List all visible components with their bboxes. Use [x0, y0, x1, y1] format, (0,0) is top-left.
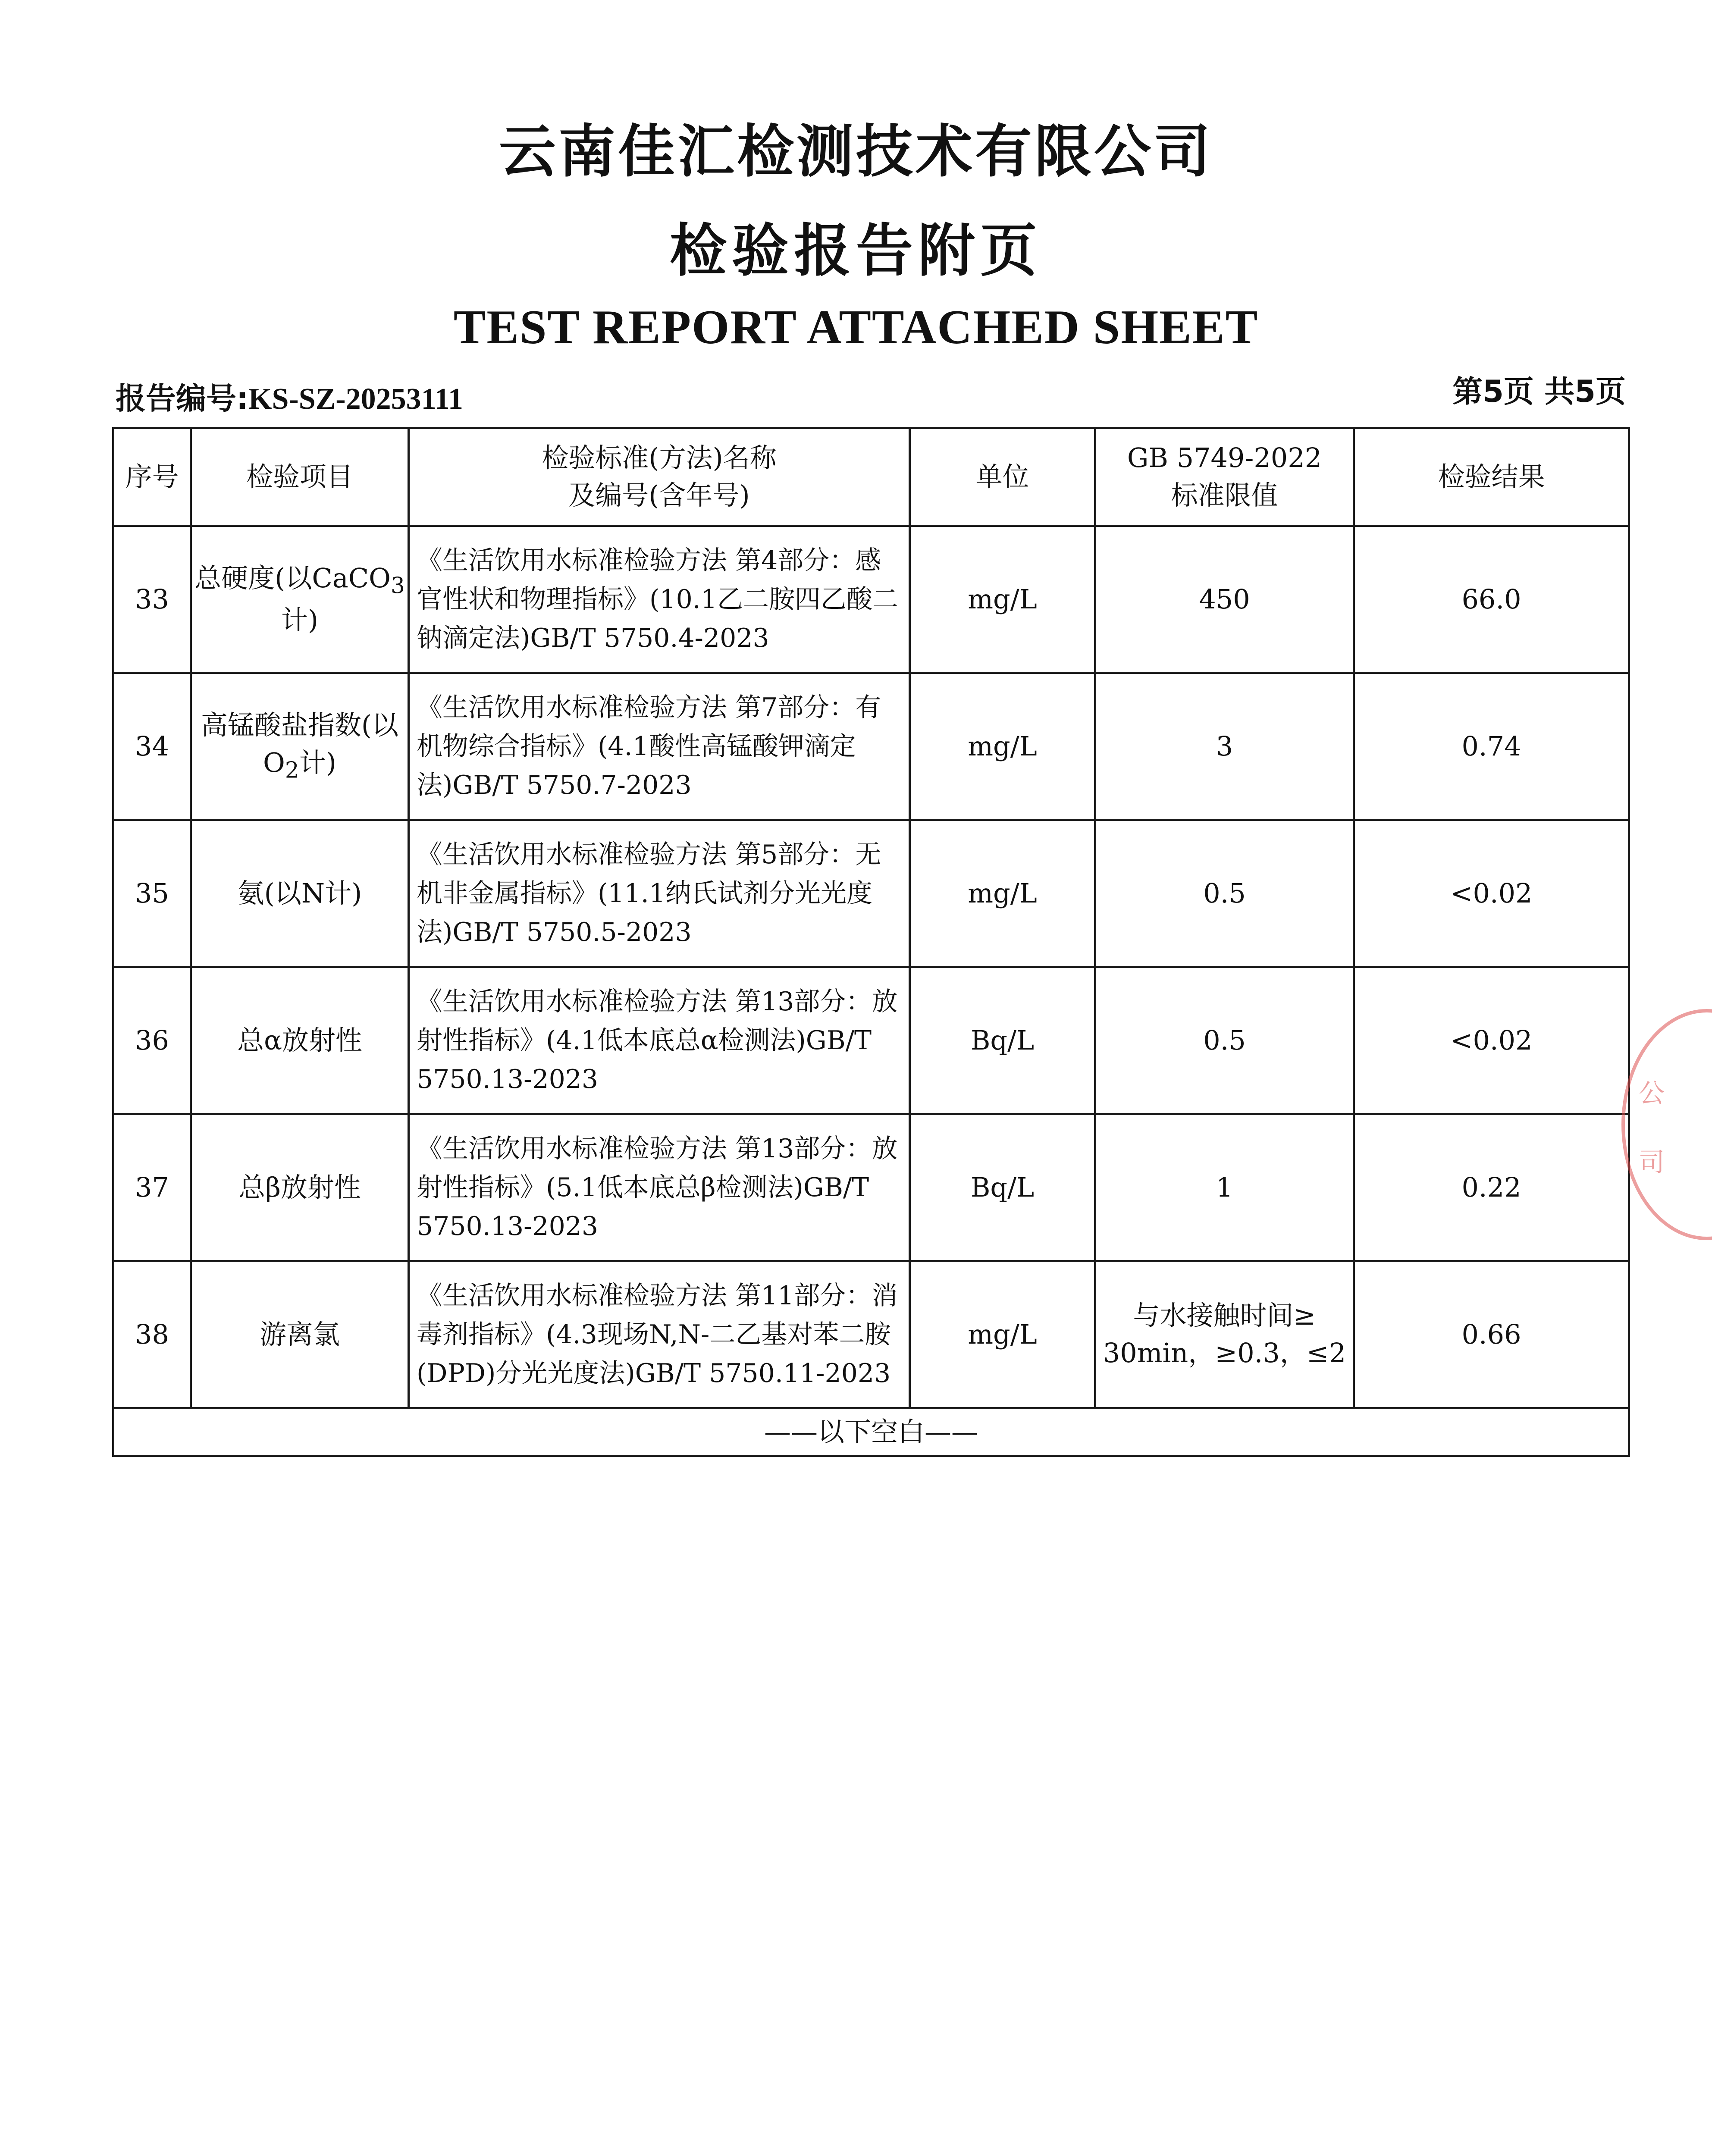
cell-limit: 1 — [1095, 1114, 1354, 1261]
header-limit-line2: 标准限值 — [1171, 479, 1278, 511]
item-subscript: 2 — [285, 757, 299, 783]
cell-method: 《生活饮用水标准检验方法 第13部分：放射性指标》(5.1低本底总β检测法)GB/T 5750.13-2023 — [409, 1114, 910, 1261]
cell-item: 总β放射性 — [191, 1114, 409, 1261]
cell-method: 《生活饮用水标准检验方法 第11部分：消毒剂指标》(4.3现场N,N-二乙基对苯二胺(DPD)分光光度法)GB/T 5750.11-2023 — [409, 1261, 910, 1408]
cell-result: 0.66 — [1354, 1261, 1629, 1408]
item-text-suffix: 计) — [299, 747, 336, 779]
header-result: 检验结果 — [1354, 428, 1629, 526]
cell-result: <0.02 — [1354, 967, 1629, 1114]
header-method-line1: 检验标准(方法)名称 — [542, 442, 777, 474]
cell-unit: Bq/L — [910, 1114, 1095, 1261]
header-unit: 单位 — [910, 428, 1095, 526]
report-number-value: KS-SZ-20253111 — [248, 382, 463, 416]
limit-line2: 30min，≥0.3，≤2 — [1103, 1337, 1346, 1369]
header-method-line2: 及编号(含年号) — [568, 479, 750, 511]
cell-unit: mg/L — [910, 526, 1095, 673]
table-row — [113, 967, 1629, 1114]
cell-seq: 35 — [113, 820, 191, 967]
cell-seq: 37 — [113, 1114, 191, 1261]
blank-below-note: ——以下空白—— — [113, 1408, 1629, 1456]
cell-item — [191, 673, 409, 820]
cell-result: 0.22 — [1354, 1114, 1629, 1261]
cell-method: 《生活饮用水标准检验方法 第4部分：感官性状和物理指标》(10.1乙二胺四乙酸二钠滴定法)GB/T 5750.4-2023 — [409, 526, 910, 673]
header-item: 检验项目 — [191, 428, 409, 526]
table-row — [113, 1261, 1629, 1408]
report-title-en: TEST REPORT ATTACHED SHEET — [453, 301, 1259, 354]
cell-seq: 34 — [113, 673, 191, 820]
results-table — [112, 427, 1630, 1457]
cell-unit: mg/L — [910, 673, 1095, 820]
cell-unit: mg/L — [910, 1261, 1095, 1408]
cell-seq: 36 — [113, 967, 191, 1114]
item-text-line2: 计) — [281, 604, 319, 636]
table-row — [113, 673, 1629, 820]
cell-result: 66.0 — [1354, 526, 1629, 673]
company-name: 云南佳汇检测技术有限公司 — [499, 119, 1213, 185]
header-seq: 序号 — [113, 428, 191, 526]
table-row — [113, 1114, 1629, 1261]
limit-line1: 与水接触时间≥ — [1133, 1300, 1316, 1332]
cell-method: 《生活饮用水标准检验方法 第7部分：有机物综合指标》(4.1酸性高锰酸钾滴定法)GB/T 5750.7-2023 — [409, 673, 910, 820]
cell-seq: 38 — [113, 1261, 191, 1408]
table-row — [113, 526, 1629, 673]
table-row — [113, 820, 1629, 967]
cell-seq: 33 — [113, 526, 191, 673]
cell-item — [191, 526, 409, 673]
item-text-o: O — [263, 747, 285, 779]
cell-result: <0.02 — [1354, 820, 1629, 967]
cell-item: 氨(以N计) — [191, 820, 409, 967]
report-title-cn: 检验报告附页 — [670, 218, 1042, 284]
header-limit-line1: GB 5749-2022 — [1127, 442, 1322, 474]
cell-unit: mg/L — [910, 820, 1095, 967]
header-limit — [1095, 428, 1354, 526]
cell-result: 0.74 — [1354, 673, 1629, 820]
cell-item: 总α放射性 — [191, 967, 409, 1114]
item-text: 总硬度(以CaCO — [194, 562, 391, 594]
seal-glyph: 司 — [1639, 1147, 1665, 1178]
cell-limit — [1095, 1261, 1354, 1408]
page-info: 第5页 共5页 — [1452, 374, 1626, 409]
table-footer-row — [113, 1408, 1629, 1456]
cell-limit: 0.5 — [1095, 820, 1354, 967]
cell-unit: Bq/L — [910, 967, 1095, 1114]
cell-method: 《生活饮用水标准检验方法 第5部分：无机非金属指标》(11.1纳氏试剂分光光度法)GB/T 5750.5-2023 — [409, 820, 910, 967]
cell-method: 《生活饮用水标准检验方法 第13部分：放射性指标》(4.1低本底总α检测法)GB/T 5750.13-2023 — [409, 967, 910, 1114]
table-header-row — [113, 428, 1629, 526]
cell-limit: 3 — [1095, 673, 1354, 820]
official-seal-stamp — [1621, 1009, 1712, 1240]
seal-glyph: 公 — [1639, 1078, 1665, 1109]
item-subscript: 3 — [390, 573, 405, 599]
item-text: 高锰酸盐指数(以 — [201, 709, 399, 741]
report-number-label: 报告编号: — [116, 381, 248, 416]
header-method — [409, 428, 910, 526]
cell-limit: 450 — [1095, 526, 1354, 673]
report-number — [116, 374, 463, 418]
cell-item: 游离氯 — [191, 1261, 409, 1408]
cell-limit: 0.5 — [1095, 967, 1354, 1114]
